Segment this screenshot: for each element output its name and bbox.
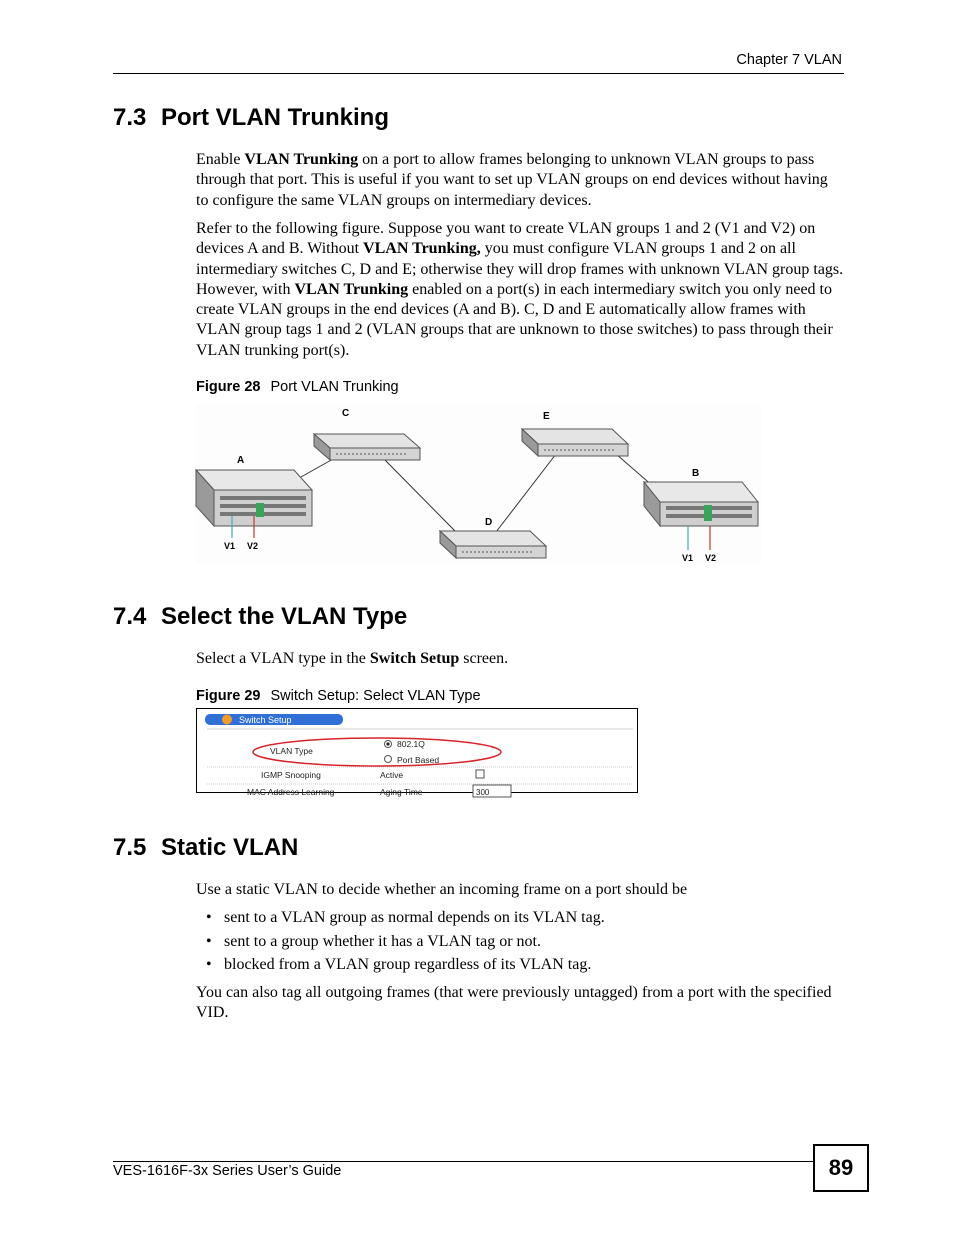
section-title: Select the VLAN Type (161, 603, 408, 630)
bullet-dot: • (206, 956, 212, 973)
figure-title: Port VLAN Trunking (270, 379, 399, 395)
figure-number: Figure 28 (196, 379, 261, 395)
radio-port-based[interactable] (385, 756, 392, 763)
igmp-snooping-label: IGMP Snooping (261, 770, 321, 780)
list-item-text: sent to a group whether it has a VLAN tag or not. (224, 932, 541, 950)
bold-term: VLAN Trunking (244, 151, 359, 168)
footer-rule (113, 1161, 813, 1162)
igmp-active-checkbox[interactable] (476, 770, 484, 778)
text-run: screen. (459, 650, 509, 667)
bold-term: Switch Setup (369, 650, 460, 667)
port-vlan-trunking-diagram (196, 404, 762, 564)
vlan-type-label: VLAN Type (270, 746, 313, 756)
label-v2-b: V2 (705, 553, 717, 563)
aging-time-label: Aging Time (380, 787, 423, 797)
switch-setup-tab-label: Switch Setup (239, 715, 292, 725)
paragraph-7-4-1 (196, 649, 844, 669)
section-heading-7-4 (113, 603, 407, 631)
figure-29-caption (196, 688, 481, 704)
paragraph-7-3-2 (196, 219, 844, 361)
bold-term: VLAN Trunking, (363, 240, 481, 258)
text-run: Refer to the following figure. Suppose you want to create VLAN groups 1 and 2 (V1 and V2) on devices A and B. Without (196, 220, 816, 258)
mac-learning-label: MAC Address Learning (247, 787, 335, 797)
list-item-text: sent to a VLAN group as normal depends on its VLAN tag. (224, 909, 605, 926)
paragraph-7-5-2: You can also tag all outgoing frames (that were previously untagged) from a port with the specified VID. (196, 984, 832, 1022)
header-rule (113, 73, 844, 74)
device-b-icon (644, 482, 758, 526)
bullet-dot: • (206, 909, 212, 926)
section-heading-7-3 (113, 104, 389, 132)
radio-802-1q-label: 802.1Q (397, 739, 425, 749)
switch-d-icon (440, 531, 546, 558)
label-c: C (342, 408, 350, 419)
text-run: enabled on a port(s) in each intermediary switch you only need to create VLAN groups in the end devices (A and B). C, D and E automatically allow frames with VLAN group tags 1 and 2 (VLAN groups that are unknown to those switches) to pass through their VLAN trunking port(s). (196, 280, 833, 359)
switch-c-icon (314, 434, 420, 460)
list-item (196, 908, 605, 932)
label-b: B (692, 468, 700, 479)
list-item (196, 955, 605, 979)
bullet-dot: • (206, 932, 212, 950)
paragraph-7-3-1 (196, 150, 844, 211)
section-number: 7.5 (113, 834, 147, 861)
switch-setup-panel (197, 709, 637, 797)
label-e: E (543, 411, 550, 422)
footer-guide-title: VES-1616F-3x Series User’s Guide (113, 1163, 342, 1179)
switch-e-icon (522, 429, 628, 456)
section-title: Static VLAN (161, 834, 299, 861)
switch-setup-screenshot (196, 708, 638, 797)
list-item-text: blocked from a VLAN group regardless of its VLAN tag. (224, 956, 592, 973)
label-v2-a: V2 (247, 541, 259, 551)
text-run: Enable (196, 151, 245, 168)
paragraph-7-5-1: Use a static VLAN to decide whether an incoming frame on a port should be (196, 881, 688, 898)
label-v1-a: V1 (224, 541, 236, 551)
figure-28-caption (196, 379, 399, 395)
aging-time-value: 300 (476, 788, 490, 797)
text-run: on a port to allow frames belonging to unknown VLAN groups to pass through that port. This is useful if you want to set up VLAN groups on end devices without having to configure the same VLAN groups on intermediary devices. (196, 151, 828, 209)
section-number: 7.4 (113, 603, 147, 630)
text-run: you must configure VLAN groups 1 and 2 on all intermediary switches C, D and E; otherwise they will drop frames with unknown VLAN group tags. However, with (196, 240, 844, 298)
bold-term: VLAN Trunking (294, 280, 409, 298)
list-item (196, 932, 605, 956)
radio-port-based-label: Port Based (397, 755, 440, 765)
figure-number: Figure 29 (196, 688, 261, 704)
section-number: 7.3 (113, 104, 147, 131)
radio-802-1q-dot (386, 742, 389, 745)
text-run: Select a VLAN type in the (196, 650, 370, 667)
label-a: A (237, 455, 245, 466)
igmp-active-label: Active (380, 770, 404, 780)
section-heading-7-5 (113, 834, 298, 862)
label-v1-b: V1 (682, 553, 694, 563)
bullet-list (196, 908, 605, 979)
section-title: Port VLAN Trunking (161, 104, 389, 131)
label-d: D (485, 517, 493, 528)
figure-title: Switch Setup: Select VLAN Type (270, 688, 481, 704)
tab-orange-orb-icon (222, 715, 232, 725)
page-number: 89 (813, 1144, 869, 1192)
running-header-chapter: Chapter 7 VLAN (736, 52, 842, 68)
